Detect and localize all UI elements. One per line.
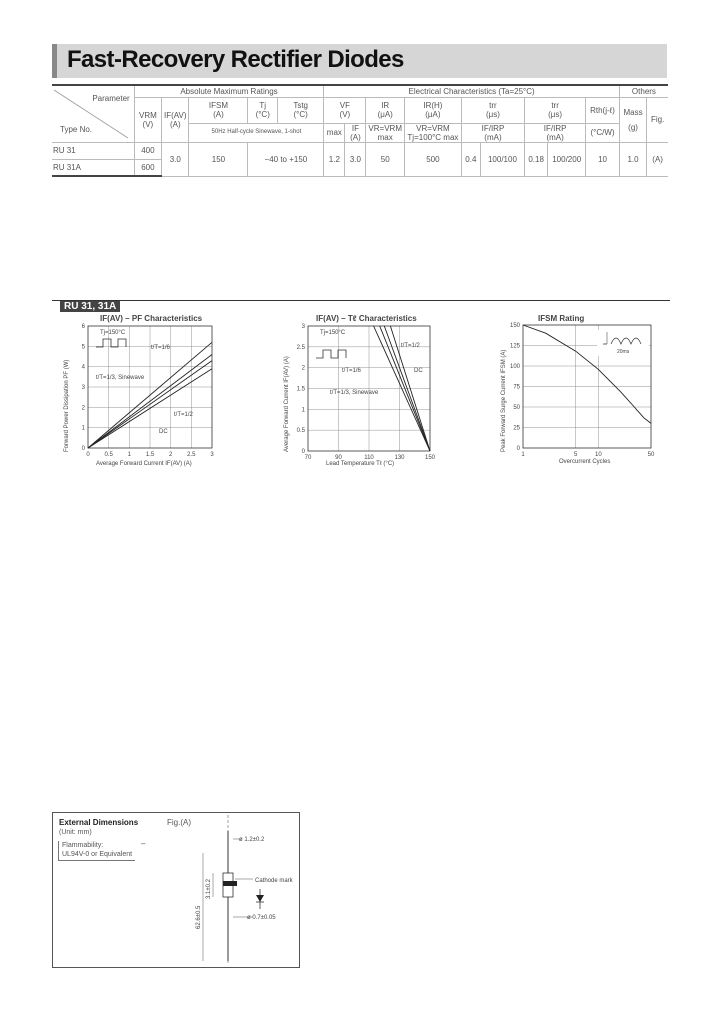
vf-header: VF xyxy=(339,101,350,110)
rth-unit: (°C/W) xyxy=(586,123,620,142)
irh-cond2: Tj=100°C max xyxy=(407,132,459,142)
chart-ifsm xyxy=(495,312,665,472)
y-tick-label: 3 xyxy=(81,385,85,391)
if-unit: (A) xyxy=(350,132,361,142)
irh-unit: (μA) xyxy=(425,110,441,119)
tj-header: Tj xyxy=(259,101,267,110)
ifirr2-header: IF/IRP xyxy=(543,123,567,133)
tj-unit: (°C) xyxy=(255,110,270,119)
ifirr2-cell: 100/200 xyxy=(548,142,586,176)
dim-body: 3.1±0.2 xyxy=(206,879,212,899)
x-tick-label: 70 xyxy=(304,455,312,461)
vf-cell: 1.2 xyxy=(324,142,345,176)
trr2-cell: 0.18 xyxy=(525,142,548,176)
vrm-header: VRM xyxy=(138,110,157,120)
y-tick-label: 2 xyxy=(81,405,85,412)
chart-tl-svg xyxy=(278,312,448,472)
external-dimensions xyxy=(52,812,300,968)
y-tick-label: 75 xyxy=(513,384,520,391)
type-no-label: Type No. xyxy=(60,124,93,134)
tstg-unit: (°C) xyxy=(293,110,308,119)
ifav-cell: 3.0 xyxy=(162,142,189,176)
diode-symbol-icon xyxy=(256,889,264,909)
ir-cell: 50 xyxy=(366,142,405,176)
x-tick-label: 3 xyxy=(210,452,214,458)
x-tick-label: 0 xyxy=(86,452,90,458)
y-tick-label: 1 xyxy=(301,407,305,414)
vrm-cell: 400 xyxy=(134,142,161,159)
vf-max: max xyxy=(324,123,345,142)
chart-pf-title: IF(AV) – PF Characteristics xyxy=(100,314,203,323)
chart-tl xyxy=(278,312,448,472)
tstg-header: Tstg xyxy=(293,101,308,110)
ifirr1-header: IF/IRP xyxy=(481,123,505,133)
ifsm-unit: (A) xyxy=(213,110,224,119)
y-tick-label: 150 xyxy=(509,323,520,329)
parameter-label: Parameter xyxy=(92,93,130,103)
y-tick-label: 0.5 xyxy=(296,428,305,435)
y-tick-label: 2 xyxy=(301,365,305,372)
irh-cond: VR=VRM xyxy=(416,123,450,133)
chart-pf-label-13: t/T=1/3, Sinewave xyxy=(96,375,145,381)
y-tick-label: 1 xyxy=(81,425,85,432)
ir-max: max xyxy=(377,132,393,142)
chart-pf-tj: Tj=150°C xyxy=(100,330,126,336)
chart-ifsm-title: IFSM Rating xyxy=(538,314,585,323)
chart-tl-tj: Tj=150°C xyxy=(320,330,346,336)
ir-header: IR xyxy=(381,101,390,110)
chart-ifsm-ylabel: Peak Forward Surge Current IFSM (A) xyxy=(501,349,507,452)
x-tick-label: 50 xyxy=(647,452,655,458)
ifav-unit: (A) xyxy=(169,119,181,129)
diode-outline-drawing xyxy=(53,813,301,969)
tj-tstg-cell: −40 to +150 xyxy=(248,142,324,176)
ifsm-header: IFSM xyxy=(208,101,229,110)
ext-title: External Dimensions xyxy=(59,818,139,827)
fig-header: Fig. xyxy=(650,115,665,124)
ext-note-line1: Flammability: xyxy=(62,842,104,849)
ext-note-line2: UL94V-0 or Equivalent xyxy=(62,851,133,858)
ifirr1-unit: (mA) xyxy=(484,132,502,142)
x-tick-label: 1 xyxy=(127,452,132,458)
rth-header: Rth(j-ℓ) xyxy=(590,105,615,115)
y-tick-label: 25 xyxy=(513,425,520,432)
y-tick-label: 125 xyxy=(509,343,520,350)
x-tick-label: 110 xyxy=(364,455,374,461)
others-header: Others xyxy=(619,85,668,97)
mass-unit: (g) xyxy=(628,122,638,132)
trr1-header: trr xyxy=(489,101,497,110)
spec-table xyxy=(52,84,668,177)
y-tick-label: 6 xyxy=(81,324,85,330)
trr2-unit: (μs) xyxy=(548,110,563,119)
section-label: RU 31, 31A xyxy=(60,301,120,312)
abs-max-header: Absolute Maximum Ratings xyxy=(134,85,324,97)
title-bar xyxy=(52,44,667,78)
chart-ifsm-xlabel: Overcurrent Cycles xyxy=(559,459,611,465)
vf-unit: (V) xyxy=(339,110,351,119)
ext-dash: – xyxy=(141,839,146,848)
rth-cell: 10 xyxy=(586,142,620,176)
trr1-unit: (μs) xyxy=(485,110,500,119)
dim-body-dia: ø 1.2±0.2 xyxy=(239,837,265,843)
vrm-unit: (V) xyxy=(142,119,154,129)
if-header: IF xyxy=(351,123,359,133)
chart-pf-label-12: t/T=1/2 xyxy=(174,412,193,418)
if-cell: 3.0 xyxy=(345,142,366,176)
trr1-cell: 0.4 xyxy=(461,142,480,176)
cathode-mark-label: Cathode mark xyxy=(255,878,293,884)
chart-tl-label-13: t/T=1/3, Sinewave xyxy=(330,390,379,396)
trr2-header: trr xyxy=(551,101,559,110)
chart-ifsm-svg xyxy=(495,312,665,472)
table-row xyxy=(52,142,668,159)
dim-length: 62.6±0.5 xyxy=(196,905,202,929)
dim-lead: ø 0.7±0.05 xyxy=(247,915,276,921)
chart-tl-title: IF(AV) – Tℓ Characteristics xyxy=(316,314,417,323)
chart-pf xyxy=(58,312,228,472)
x-tick-label: 150 xyxy=(424,455,436,461)
ir-unit: (μA) xyxy=(377,110,393,119)
table-corner xyxy=(52,88,134,140)
ifirr2-unit: (mA) xyxy=(546,132,564,142)
chart-tl-label-dc: DC xyxy=(414,368,423,374)
page-title: Fast-Recovery Rectifier Diodes xyxy=(67,46,404,73)
y-tick-label: 2.5 xyxy=(296,344,305,351)
chart-pf-ylabel: Forward Power Dissipation PF (W) xyxy=(64,359,70,452)
x-tick-label: 5 xyxy=(573,452,578,458)
x-tick-label: 1.5 xyxy=(145,452,155,458)
chart-pf-label-dc: DC xyxy=(159,429,168,435)
chart-tl-ylabel: Average Forward Current IF(AV) (A) xyxy=(284,356,290,452)
x-tick-label: 1 xyxy=(521,452,525,458)
chart-tl-label-16: t/T=1/6 xyxy=(342,368,361,374)
irh-header: IR(H) xyxy=(423,101,443,110)
mass-cell: 1.0 xyxy=(619,142,646,176)
y-tick-label: 4 xyxy=(81,364,85,371)
ifav-header: IF(AV) xyxy=(164,110,187,120)
type-cell: RU 31A xyxy=(52,159,134,176)
ext-unit: (Unit: mm) xyxy=(59,829,92,836)
y-tick-label: 5 xyxy=(81,344,85,351)
y-tick-label: 100 xyxy=(509,364,520,370)
ir-cond: VR=VRM xyxy=(368,123,402,133)
chart-tl-label-12: t/T=1/2 xyxy=(401,343,420,349)
electrical-header: Electrical Characteristics (Ta=25°C) xyxy=(324,85,620,97)
y-tick-label: 1.5 xyxy=(296,386,305,393)
chart-pf-xlabel: Average Forward Current IF(AV) (A) xyxy=(96,461,192,467)
x-tick-label: 2.5 xyxy=(187,452,196,458)
y-tick-label: 50 xyxy=(513,405,520,411)
x-tick-label: 2 xyxy=(168,452,173,458)
ifsm-note: 50Hz Half-cycle Sinewave, 1-shot xyxy=(189,123,324,142)
cathode-band xyxy=(223,881,237,886)
type-cell: RU 31 xyxy=(52,142,134,159)
pulse-waveform-icon xyxy=(96,339,126,347)
ifirr1-cell: 100/100 xyxy=(480,142,524,176)
chart-ifsm-pulse: 20ms xyxy=(617,349,630,355)
ext-fig: Fig.(A) xyxy=(167,818,191,827)
y-tick-label: 0 xyxy=(516,446,520,452)
x-tick-label: 130 xyxy=(394,455,405,461)
chart-pf-svg xyxy=(58,312,228,472)
irh-cell: 500 xyxy=(404,142,461,176)
x-tick-label: 10 xyxy=(594,452,602,458)
x-tick-label: 0.5 xyxy=(104,452,113,458)
y-tick-label: 0 xyxy=(301,449,305,455)
x-tick-label: 90 xyxy=(335,455,342,461)
pulse-waveform-icon xyxy=(316,350,346,358)
ifsm-cell: 150 xyxy=(189,142,248,176)
vrm-cell: 600 xyxy=(134,159,161,176)
mass-header: Mass xyxy=(623,107,643,117)
chart-pf-label-16: t/T=1/6 xyxy=(151,345,170,351)
chart-tl-xlabel: Lead Temperature Tℓ (°C) xyxy=(326,461,395,467)
y-tick-label: 3 xyxy=(301,324,305,330)
y-tick-label: 0 xyxy=(81,446,85,452)
fig-cell: (A) xyxy=(647,142,668,176)
